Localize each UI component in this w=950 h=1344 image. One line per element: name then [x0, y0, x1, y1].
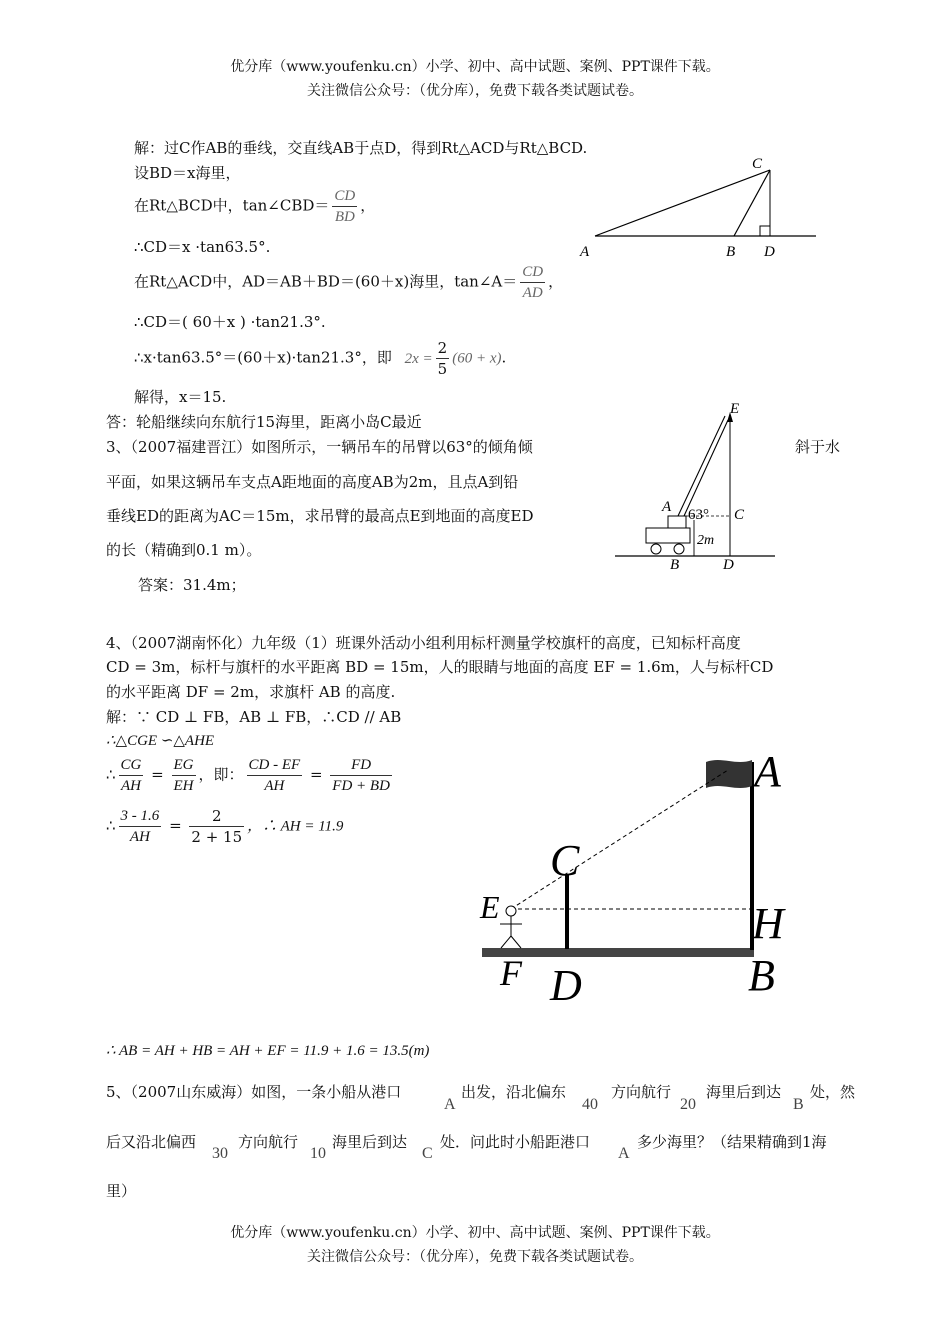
p2-line-3: 在Rt△BCD中，tan∠CBD＝ $\frac{CD}{BD}$ ， [134, 188, 376, 225]
p4-line-3: 的水平距离 DF = 2m，求旗杆 AB 的高度. [106, 683, 396, 701]
p4-line-1: 4、（2007湖南怀化）九年级（1）班课外活动小组利用标杆测量学校旗杆的高度，已知标杆高度 [106, 634, 741, 652]
crane-figure [610, 398, 780, 573]
p5-sub-a2: A [618, 1145, 630, 1162]
flagpole-figure [470, 740, 800, 1015]
p2-line-7: ∴x·tan63.5°＝(60＋x)·tan21.3°，即 2x = $\frac{2}{5}$ (60 + x). [134, 339, 507, 378]
flag [706, 760, 752, 788]
crane-body [646, 528, 690, 543]
p2-line-2: 设BD＝x海里， [134, 164, 241, 182]
person-leg-2 [511, 936, 521, 948]
label-b: B [748, 951, 775, 1000]
p5-line-2e: 多少海里？（结果精确到1海 [637, 1133, 827, 1151]
p2-line-1: 解：过C作AB的垂线，交直线AB于点D，得到Rt△ACD与Rt△BCD. [134, 139, 588, 157]
footer-line-2: 关注微信公众号：（优分库），免费下载各类试题试卷。 [307, 1249, 643, 1265]
p5-line-1c: 方向航行 [611, 1083, 672, 1101]
p5-sub-a1: A [444, 1096, 456, 1113]
p5-sub-10: 10 [310, 1145, 326, 1162]
p5-line-2c: 海里后到达 [332, 1133, 408, 1151]
label-c: C [734, 507, 745, 523]
p3-line-1-tail: 斜于水 [795, 438, 841, 456]
p4-final: ∴ AB = AH + HB = AH + EF = 11.9 + 1.6 = 13.5(m) [106, 1043, 430, 1059]
line-ac [595, 170, 770, 236]
label-a: A [754, 747, 781, 796]
crane-boom-2 [684, 420, 728, 516]
p3-line-4: 的长（精确到0.1 m）。 [106, 541, 262, 559]
p3-line-1: 3、（2007福建晋江）如图所示，一辆吊车的吊臂以63°的倾角倾 [106, 438, 533, 456]
label-f: F [500, 953, 522, 993]
line-ea [511, 770, 728, 909]
p3-line-2: 平面，如果这辆吊车支点A距地面的高度AB为2m，且点A到铅 [106, 473, 519, 491]
triangle-figure [570, 150, 830, 265]
right-angle-mark [760, 226, 770, 236]
label-2m: 2m [697, 533, 715, 548]
label-b: B [726, 244, 736, 260]
label-e: E [730, 401, 740, 417]
p4-line-6: ∴ $\frac{CG}{AH}$ = $\frac{EG}{EH}$ ，即： $\frac{CD - EF}{AH}$ = $\frac{FD}{FD + BD}$ [106, 757, 390, 794]
p2-line-8: 解得，x＝15. [134, 388, 227, 406]
label-d: D [550, 961, 582, 1010]
p4-line-7: ∴ $\frac{3 - 1.6}{AH}$ = $\frac{2}{2 + 15}$ ，∴ AH = 11.9 [106, 807, 344, 846]
p2-line-6: ∴CD＝( 60＋x ) ·tan21.3°. [134, 313, 326, 331]
label-h: H [752, 899, 784, 948]
p2-line-5: 在Rt△ACD中，AD＝AB＋BD＝(60＋x)海里，tan∠A＝ $\frac{CD}{AD}$ ， [134, 264, 564, 301]
p4-line-4: 解：∵ CD ⊥ FB，AB ⊥ FB，∴CD // AB [106, 708, 402, 726]
p5-line-1d: 海里后到达 [706, 1083, 782, 1101]
p5-sub-40: 40 [582, 1096, 598, 1113]
p2-line-4: ∴CD＝x ·tan63.5°. [134, 238, 271, 256]
p3-line-3: 垂线ED的距离为AC＝15m，求吊臂的最高点E到地面的高度ED [106, 507, 534, 525]
person-leg-1 [501, 936, 511, 948]
p5-line-2b: 方向航行 [238, 1133, 299, 1151]
p5-line-1a: 5、（2007山东威海）如图，一条小船从港口 [106, 1083, 402, 1101]
label-b: B [670, 557, 680, 573]
footer-line-1: 优分库（www.youfenku.cn）小学、初中、高中试题、案例、PPT课件下载。 [230, 1225, 720, 1241]
label-angle: 63° [688, 507, 709, 523]
p5-line-2d: 处．问此时小船距港口 [440, 1133, 591, 1151]
crane-boom-1 [678, 416, 725, 516]
p4-line-5: ∴△CGE ∽△AHE [106, 733, 215, 749]
person-head [506, 906, 516, 916]
p5-sub-30: 30 [212, 1145, 228, 1162]
p5-line-1e: 处，然 [810, 1083, 856, 1101]
p5-sub-c: C [422, 1145, 433, 1162]
p3-answer: 答案：31.4m； [138, 576, 246, 594]
p5-line-1b: 出发，沿北偏东 [461, 1083, 567, 1101]
p4-line-2: CD = 3m，标杆与旗杆的水平距离 BD = 15m，人的眼睛与地面的高度 EF = 1.6m，人与标杆CD [106, 658, 774, 676]
p2-answer: 答：轮船继续向东航行15海里，距离小岛C最近 [106, 413, 422, 431]
p5-line-3: 里） [106, 1182, 137, 1200]
label-a: A [580, 244, 590, 260]
label-d: D [764, 244, 775, 260]
label-c: C [550, 836, 580, 885]
header-line-1: 优分库（www.youfenku.cn）小学、初中、高中试题、案例、PPT课件下载。 [230, 59, 720, 75]
label-c: C [752, 156, 763, 172]
p5-sub-20: 20 [680, 1096, 696, 1113]
header-line-2: 关注微信公众号：（优分库），免费下载各类试题试卷。 [307, 83, 643, 99]
crane-wheel-1 [651, 544, 661, 554]
crane-wheel-2 [674, 544, 684, 554]
ground-bar [482, 948, 754, 957]
label-a: A [662, 499, 672, 515]
label-e: E [480, 889, 500, 925]
crane-cab [668, 516, 686, 528]
p5-line-2a: 后又沿北偏西 [106, 1133, 197, 1151]
p5-sub-b: B [793, 1096, 804, 1113]
label-d: D [723, 557, 734, 573]
